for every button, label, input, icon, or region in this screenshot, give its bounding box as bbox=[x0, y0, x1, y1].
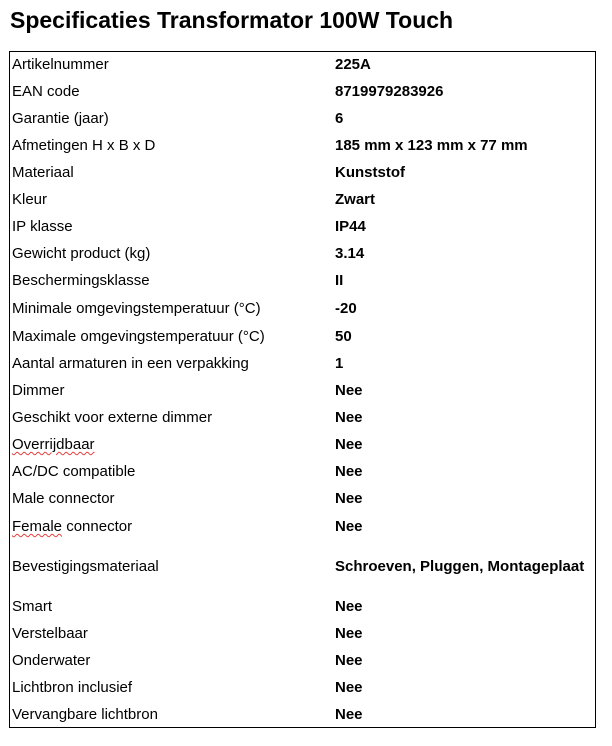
spec-value: Nee bbox=[335, 598, 363, 615]
spec-label: IP klasse bbox=[12, 218, 73, 235]
spec-value: Zwart bbox=[335, 191, 376, 208]
spec-label: Afmetingen H x B x D bbox=[12, 137, 156, 154]
spec-value: 50 bbox=[335, 328, 352, 345]
spec-label: Lichtbron inclusief bbox=[12, 679, 133, 696]
spec-value: 3.14 bbox=[335, 245, 365, 262]
spec-label: Minimale omgevingstemperatuur (°C) bbox=[12, 300, 261, 317]
spec-label: Kleur bbox=[12, 191, 48, 208]
spec-label: Female connector bbox=[12, 518, 133, 535]
spec-value: Nee bbox=[335, 679, 363, 696]
spec-label: Aantal armaturen in een verpakking bbox=[12, 355, 249, 372]
spec-label: Artikelnummer bbox=[12, 56, 109, 73]
spec-label: Male connector bbox=[12, 490, 115, 507]
spec-label: Onderwater bbox=[12, 652, 91, 669]
spec-label: Dimmer bbox=[12, 382, 65, 399]
spec-label: Beschermingsklasse bbox=[12, 272, 150, 289]
spec-value: IP44 bbox=[335, 218, 366, 235]
spec-label: Maximale omgevingstemperatuur (°C) bbox=[12, 328, 265, 345]
spec-table bbox=[9, 51, 596, 728]
spec-value: Schroeven, Pluggen, Montageplaat bbox=[335, 558, 585, 575]
spec-value: 1 bbox=[335, 355, 344, 372]
spec-label: EAN code bbox=[12, 83, 80, 100]
spec-label: Smart bbox=[12, 598, 53, 615]
spec-value: -20 bbox=[335, 300, 357, 317]
spec-value: Nee bbox=[335, 409, 363, 426]
spec-value: 6 bbox=[335, 110, 344, 127]
spec-value: Nee bbox=[335, 382, 363, 399]
spec-label-first-word: Female bbox=[12, 518, 63, 535]
spec-value: II bbox=[335, 272, 344, 289]
spec-value: Nee bbox=[335, 652, 363, 669]
spec-label: AC/DC compatible bbox=[12, 463, 136, 480]
spec-value: Nee bbox=[335, 625, 363, 642]
spec-value: Nee bbox=[335, 490, 363, 507]
spec-value: Nee bbox=[335, 518, 363, 535]
spec-value: Kunststof bbox=[335, 164, 405, 181]
spec-value: 185 mm x 123 mm x 77 mm bbox=[335, 137, 528, 154]
spec-value: Nee bbox=[335, 463, 363, 480]
spec-label: Gewicht product (kg) bbox=[12, 245, 151, 262]
spec-label: Bevestigingsmateriaal bbox=[12, 558, 159, 575]
spec-label: Vervangbare lichtbron bbox=[12, 706, 158, 723]
spec-label: Geschikt voor externe dimmer bbox=[12, 409, 213, 426]
spec-label: Materiaal bbox=[12, 164, 74, 181]
spec-value: Nee bbox=[335, 706, 363, 723]
spec-label: Garantie (jaar) bbox=[12, 110, 109, 127]
spec-value: 8719979283926 bbox=[335, 83, 444, 100]
spec-value: 225A bbox=[335, 56, 371, 73]
spec-value: Nee bbox=[335, 436, 363, 453]
spec-label: Overrijdbaar bbox=[12, 436, 95, 453]
page-title: Specificaties Transformator 100W Touch bbox=[10, 7, 454, 33]
spec-label: Verstelbaar bbox=[12, 625, 88, 642]
